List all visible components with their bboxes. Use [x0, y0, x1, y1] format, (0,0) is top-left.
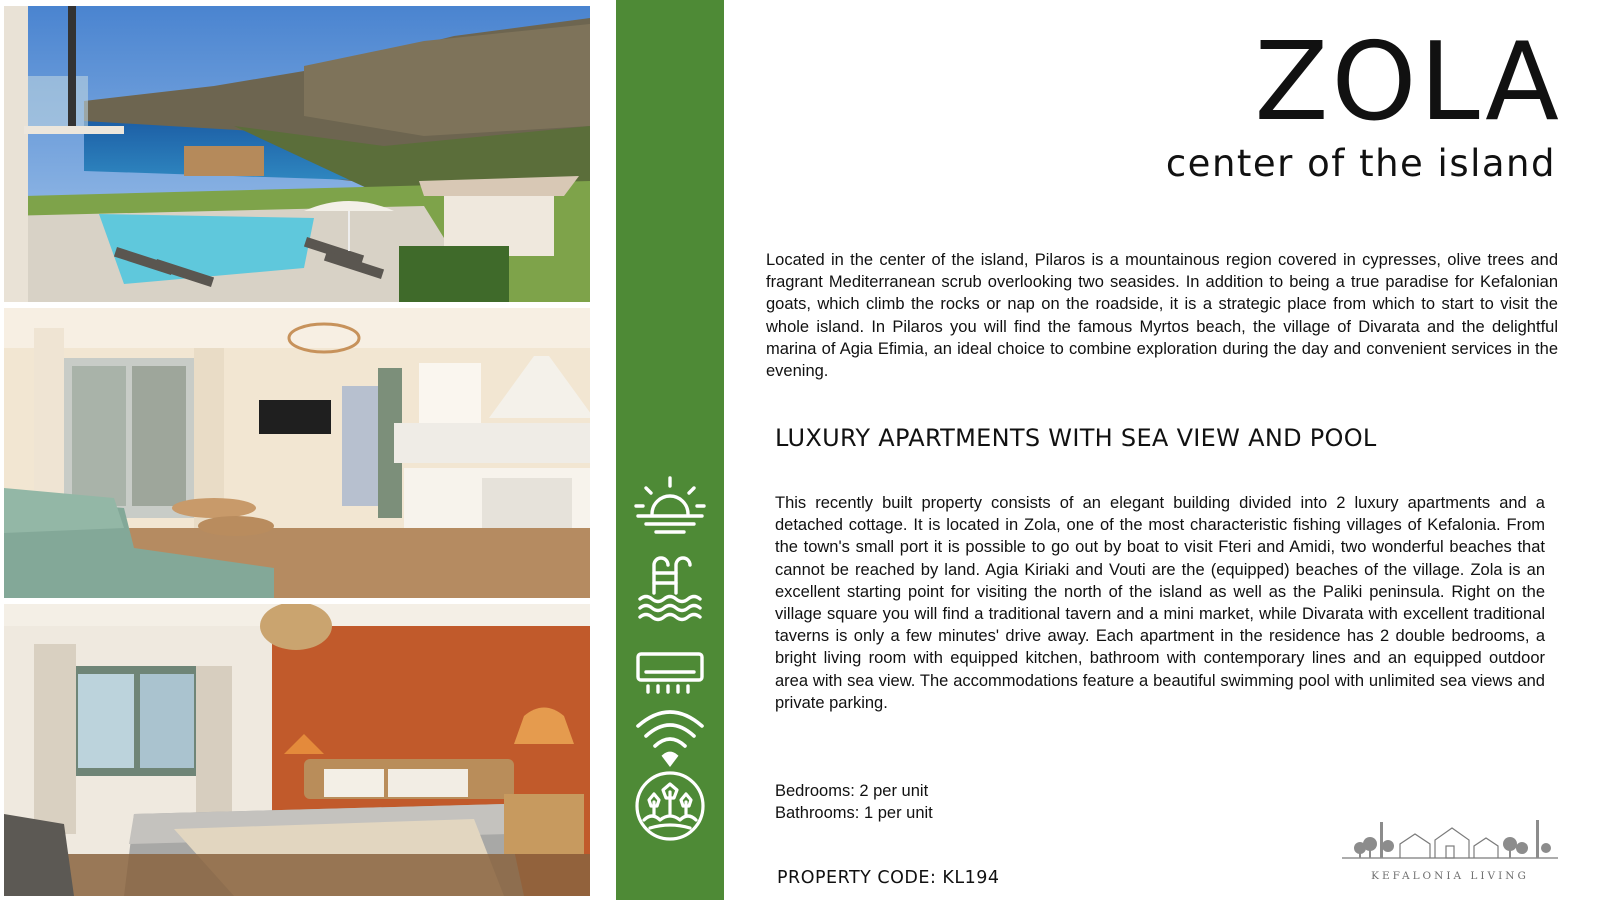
- description-paragraph: This recently built property consists of an elegant building divided into 2 luxury apartments and a detached cottage. It is located in Zola, one of the most characteristic fishing villages of Kefalonia. From the town's small port it is possible to go out by boat to visit Fteri and Amidi, two wonderful beaches that cannot be reached by land. Agia Kiriaki and Vouti are the (equipped) beaches of the village. Zola is an excellent starting point for visiting the north of the island as well as the Paliki peninsula. Right on the village square you will find a traditional tavern and a mini market, while Divarata with excellent traditional taverns is only a few minutes' drive away. Each apartment in the residence has 2 double bedrooms, a bright living room with equipped kitchen, bathroom with contemporary lines and an equipped outdoor area with sea view. The accommodations feature a beautiful swimming pool with unlimited sea views and private parking.: [775, 494, 1545, 712]
- page-subtitle: center of the island: [1165, 142, 1556, 185]
- pool-ladder-icon: [626, 545, 714, 625]
- intro-paragraph: Located in the center of the island, Pilaros is a mountainous region covered in cypresses, olive trees and fragrant Mediterranean scrub overlooking two seasides. In addition to being a true paradise for Kefalonian goats, which climb the rocks or nap on the roadside, it is a strategic place from which to start to visit the whole island. In Pilaros you will find the famous Myrtos beach, the village of Divarata and the delightful marina of Agia Efimia, an ideal choice to combine exploration during the day and convenient services in the evening.: [766, 251, 1558, 381]
- garden-icon: [626, 766, 714, 846]
- section-heading: LUXURY APARTMENTS WITH SEA VIEW AND POOL: [775, 424, 1377, 452]
- bedrooms-fact: Bedrooms: 2 per unit: [775, 782, 929, 800]
- sunset-icon: [626, 468, 714, 548]
- logo-text: KEFALONIA LIVING: [1371, 870, 1529, 882]
- property-code: PROPERTY CODE: KL194: [777, 868, 1000, 888]
- bathrooms-fact: Bathrooms: 1 per unit: [775, 804, 933, 822]
- page-title: ZOLA: [1254, 20, 1562, 145]
- village-skyline-icon: [1340, 818, 1560, 868]
- property-facts: [775, 780, 933, 824]
- bedroom-photo: [4, 604, 590, 896]
- living-room-photo: [4, 308, 590, 598]
- kefalonia-living-logo: [1340, 818, 1560, 890]
- amenities-strip: [616, 0, 724, 900]
- exterior-pool-photo: [4, 6, 590, 302]
